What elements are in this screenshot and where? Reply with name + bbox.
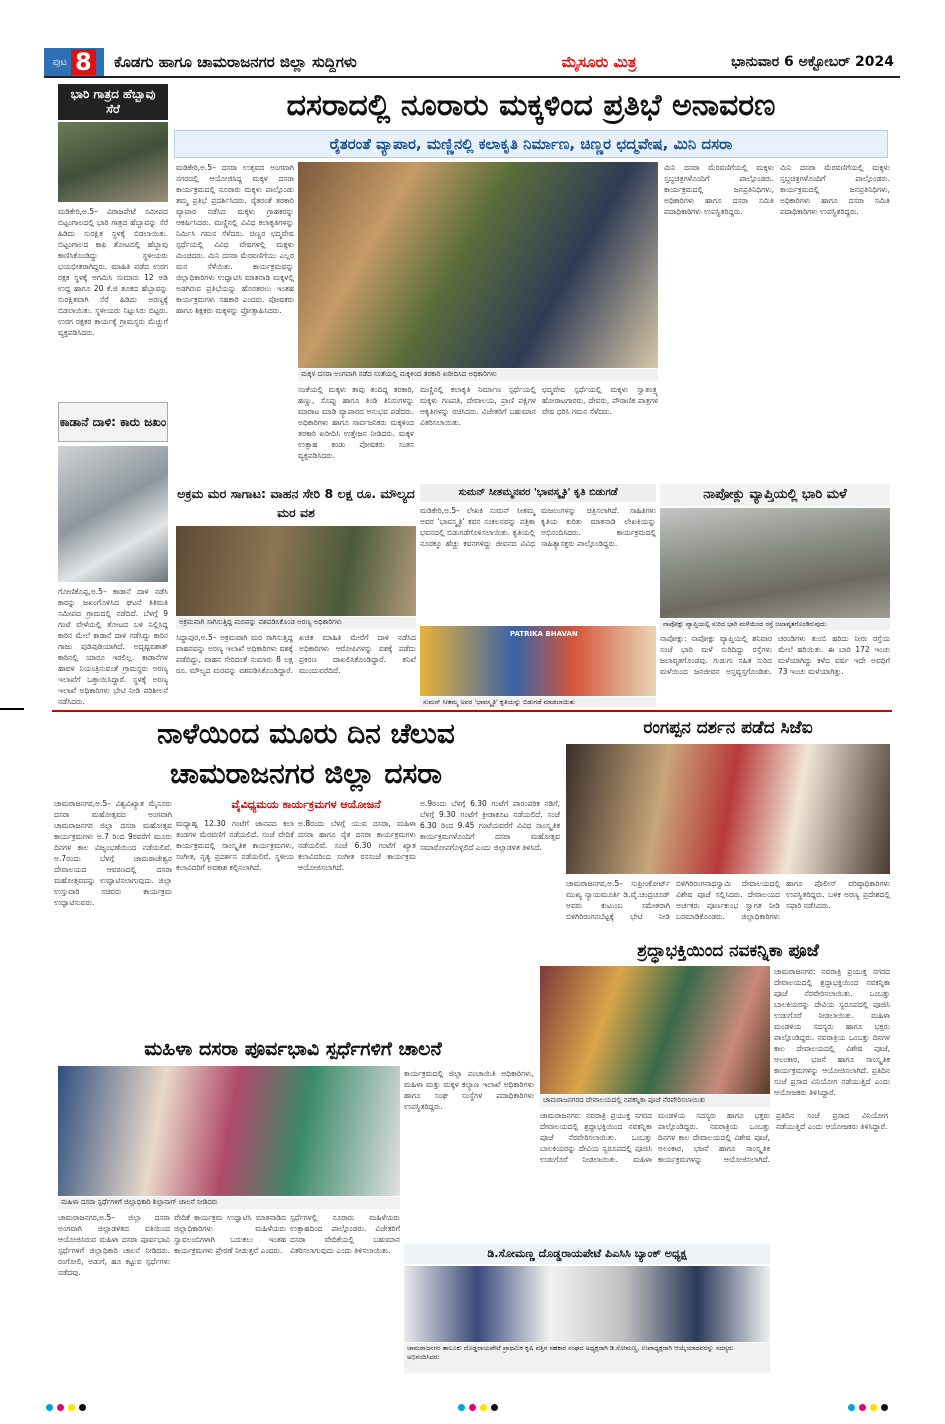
navakannika-headline: ಶ್ರದ್ಧಾಭಕ್ತಿಯಿಂದ ನವಕನ್ನಿಕಾ ಪೂಜೆ [637,941,819,961]
timber-caption: ಅಕ್ರಮವಾಗಿ ಸಾಗಿಸುತ್ತಿದ್ದ ಮರವನ್ನು ವಶಪಡಿಸಿಕೊಂಡ ಅರಣ್ಯ ಅಧಿಕಾರಿಗಳು [176,617,416,629]
cji-headline: ರಂಗಪ್ಪನ ದರ್ಶನ ಪಡೆದ ಸಿಜೆಐ [643,718,813,738]
timber-headline: ಅಕ್ರಮ ಮರ ಸಾಗಾಟ: ವಾಹನ ಸೇರಿ 8 ಲಕ್ಷ ರೂ. ಮೌಲ್ಯದ ಮರ ವಶ [177,486,415,520]
main-photo-caption: ಮಕ್ಕಳ ದಸರಾ ಅಂಗವಾಗಿ ನಡೆದ ಸಂತೆಯಲ್ಲಿ ಮಕ್ಕಳಿಂದ ತರಕಾರಿ ಖರೀದಿಸಿದ ಅಧಿಕಾರಿಗಳು [298,369,658,381]
rain-caption: ನಾಪೋಕ್ಲು ವ್ಯಾಪ್ತಿಯಲ್ಲಿ ಸುರಿದ ಭಾರಿ ಮಳೆಯಿಂದ ರಸ್ತೆ ಜಲಾವೃತಗೊಂಡಿರುವುದು [660,619,890,630]
womens-dasara-headline: ಮಹಿಳಾ ದಸರಾ ಪೂರ್ವಭಾವಿ ಸ್ಪರ್ಧೆಗಳಿಗೆ ಚಾಲನೆ [144,1038,442,1060]
dasara-headline-line2: ಚಾಮರಾಜನಗರ ಜಿಲ್ಲಾ ದಸರಾ [169,757,442,790]
page-label: ಪುಟ [52,56,67,68]
bank-headline: ಡಿ.ಸೋಮಣ್ಣ ದೊಡ್ಡರಾಯಪೇಟೆ ಪಿಎಸಿಸಿ ಬ್ಯಾಂಕ್ ಅಧ್ಯಕ್ಷ [404,1244,770,1264]
book-release-body: ಮಡಿಕೇರಿ,ಅ.5– ಲೇಖಕಿ ಸುಮನ್ ಸೀತಮ್ಮ ಅವರ 'ಭಾವಸ್ಮೃತಿ' ಕವನ ಸಂಕಲನವನ್ನು ಪತ್ರಿಕಾ ಭವನದಲ್ಲಿ ಬಿಡುಗಡೆಗೊಳಿಸಲಾಯಿತು. ಕೃತಿಯಲ್ಲಿ ನೂರಕ್ಕೂ ಹೆಚ್ಚು ಕವನಗಳಿದ್ದು ಜೀವನದ ವಿವಿಧ ಮಜಲುಗಳನ್ನು ಚಿತ್ರಿಸಲಾಗಿದೆ. ಸಾಹಿತಿಗಳು ಕೃತಿಯ ಕುರಿತು ಮಾತನಾಡಿ ಲೇಖಕಿಯನ್ನು ಅಭಿನಂದಿಸಿದರು. ಕಾರ್ಯಕ್ರಮದಲ್ಲಿ ಸಾಹಿತ್ಯಾಸಕ್ತರು ಪಾಲ್ಗೊಂಡಿದ್ದರು. [420,506,656,548]
registration-dots-center [458,1404,498,1411]
elephant-story-headline: ಕಾಡಾನೆ ದಾಳಿ: ಕಾರು ಜಖಂ [58,402,168,442]
dasara-subhead: ವೈವಿಧ್ಯಮಯ ಕಾರ್ಯಕ್ರಮಗಳ ಆಯೋಜನೆ [231,798,381,811]
dasara-col1: ಚಾಮರಾಜನಗರ,ಅ.5– ವಿಶ್ವವಿಖ್ಯಾತ ಮೈಸೂರು ದಸರಾ ಮಹೋತ್ಸವದ ಅಂಗವಾಗಿ ಚಾಮರಾಜನಗರ ಜಿಲ್ಲಾ ದಸರಾ ಮಹೋತ್ಸವ ಕಾರ್ಯಕ್ರಮಗಳು ಅ.7 ರಿಂದ 9ರವರೆಗೆ ಮೂರು ದಿನಗಳ ಕಾಲ ವಿಜೃಂಭಣೆಯಿಂದ ನಡೆಯಲಿವೆ. ಅ.7ರಂದು ಬೆಳಗ್ಗೆ ಚಾಮರಾಜೇಶ್ವರ ದೇವಾಲಯದ ಆವರಣದಲ್ಲಿ ದಸರಾ ಮಹೋತ್ಸವವನ್ನು ಉದ್ಘಾಟಿಸಲಾಗುವುದು. ಜಿಲ್ಲಾ ಉಸ್ತುವಾರಿ ಸಚಿವರು ಕಾರ್ಯಕ್ರಮ ಉದ್ಘಾಟಿಸುವರು. [54,799,172,907]
issue-date: ಭಾನುವಾರ 6 ಅಕ್ಟೋಬರ್ 2024 [731,54,894,70]
bank-caption: ಚಾಮರಾಜನಗರ ತಾಲೂಕು ದೊಡ್ಡರಾಯಪೇಟೆ ಪ್ರಾಥಮಿಕ ಕೃಷಿ ಪತ್ತಿನ ಸಹಕಾರ ಸಂಘದ ಅಧ್ಯಕ್ಷರಾಗಿ ಡಿ.ಸೋಮಣ್ಣ, ಉಪಾಧ್ಯಕ್ಷರಾಗಿ ಆಯ್ಕೆಯಾದವರನ್ನು ಸದಸ್ಯರು ಅಭಿನಂದಿಸಿದರು [404,1343,770,1373]
navakannika-photo [540,966,770,1094]
crop-mark-left [0,708,24,710]
newspaper-brand: ಮೈಸೂರು ಮಿತ್ರ [561,53,637,71]
damaged-car-photo [58,446,168,582]
main-story-col2: ಸಂತೆಯಲ್ಲಿ ಮಕ್ಕಳು ತಾವು ತಂದಿದ್ದ ತರಕಾರಿ, ಹಣ್ಣು, ಸೊಪ್ಪು ಹಾಗೂ ತಿಂಡಿ ತಿನಿಸುಗಳನ್ನು ಮಾರಾಟ ಮಾಡಿ ವ್ಯಾಪಾರದ ಅನುಭವ ಪಡೆದರು. ಅಧಿಕಾರಿಗಳು ಹಾಗೂ ಸಾರ್ವಜನಿಕರು ಮಕ್ಕಳಿಂದ ತರಕಾರಿ ಖರೀದಿಸಿ ಉತ್ತೇಜನ ನೀಡಿದರು. ಮಕ್ಕಳ ಉತ್ಸಾಹ ಕಂಡು ಪೋಷಕರು ಸಂತಸ ವ್ಯಕ್ತಪಡಿಸಿದರು. [298,385,414,460]
dasara-col2: ಮಧ್ಯಾಹ್ನ 12.30 ಗಂಟೆಗೆ ಜಾನಪದ ಕಲಾ ತಂಡಗಳ ಮೆರವಣಿಗೆ ನಡೆಯಲಿದೆ. ಸಂಜೆ ವೇದಿಕೆ ಕಾರ್ಯಕ್ರಮದಲ್ಲಿ ಸಾಂಸ್ಕೃತಿಕ ಕಾರ್ಯಕ್ರಮಗಳು, ಸಂಗೀತ, ನೃತ್ಯ ಪ್ರದರ್ಶನ ನಡೆಯಲಿವೆ. ಸ್ಥಳೀಯ ಕಲಾವಿದರಿಗೆ ಅವಕಾಶ ಕಲ್ಪಿಸಲಾಗಿದೆ. [176,819,294,872]
dasara-headline-line1: ನಾಳೆಯಿಂದ ಮೂರು ದಿನ ಚೆಲುವ [157,717,455,750]
registration-dots-right [848,1404,888,1411]
navakannika-body-lower: ಚಾಮರಾಜನಗರ: ನವರಾತ್ರಿ ಪ್ರಯುಕ್ತ ನಗರದ ದೇವಾಲಯದಲ್ಲಿ ಶ್ರದ್ಧಾಭಕ್ತಿಯಿಂದ ನವಕನ್ನಿಕಾ ಪೂಜೆ ನೆರವೇರಿಸಲಾಯಿತು. ಒಂಬತ್ತು ಬಾಲಕಿಯರನ್ನು ದೇವಿಯ ಸ್ವರೂಪದಲ್ಲಿ ಪೂಜಿಸಿ ಉಡುಗೊರೆ ನೀಡಲಾಯಿತು. ಮಹಿಳಾ ಮಂಡಳಿಯ ಸದಸ್ಯರು ಹಾಗೂ ಭಕ್ತರು ಪಾಲ್ಗೊಂಡಿದ್ದರು. ನವರಾತ್ರಿಯ ಒಂಬತ್ತು ದಿನಗಳ ಕಾಲ ದೇವಾಲಯದಲ್ಲಿ ವಿಶೇಷ ಪೂಜೆ, ಅಲಂಕಾರ, ಭಜನೆ ಹಾಗೂ ಸಾಂಸ್ಕೃತಿಕ ಕಾರ್ಯಕ್ರಮಗಳನ್ನು ಆಯೋಜಿಸಲಾಗಿದೆ. ಪ್ರತಿದಿನ ಸಂಜೆ ಪ್ರಸಾದ ವಿನಿಯೋಗ ನಡೆಯುತ್ತಿದೆ ಎಂದು ಆಯೋಜಕರು ತಿಳಿಸಿದ್ದಾರೆ. [540,1111,888,1164]
python-photo [58,122,168,202]
section-title: ಕೊಡಗು ಹಾಗೂ ಚಾಮರಾಜನಗರ ಜಿಲ್ಲಾ ಸುದ್ದಿಗಳು [114,53,357,71]
womens-col1: ಚಾಮರಾಜನಗರ,ಅ.5– ಜಿಲ್ಲಾ ದಸರಾ ಅಂಗವಾಗಿ ಜಿಲ್ಲಾಡಳಿತದ ವತಿಯಿಂದ ಆಯೋಜಿಸಿರುವ ಮಹಿಳಾ ದಸರಾ ಪೂರ್ವಭಾವಿ ಸ್ಪರ್ಧೆಗಳಿಗೆ ಜಿಲ್ಲಾಧಿಕಾರಿ ಚಾಲನೆ ನೀಡಿದರು. ರಂಗೋಲಿ, ಅಡುಗೆ, ಹೂ ಕಟ್ಟುವ ಸ್ಪರ್ಧೆಗಳು ನಡೆದವು. [58,1213,170,1277]
main-story-col3: ಮಣ್ಣಿನಲ್ಲಿ ಕಲಾಕೃತಿ ನಿರ್ಮಾಣ ಸ್ಪರ್ಧೆಯಲ್ಲಿ ಮಕ್ಕಳು ಗಣಪತಿ, ದೇವಾಲಯ, ಪ್ರಾಣಿ ಪಕ್ಷಿಗಳ ಆಕೃತಿಗಳನ್ನು ರಚಿಸಿದರು. ವಿಜೇತರಿಗೆ ಬಹುಮಾನ ವಿತರಿಸಲಾಯಿತು. [420,385,536,427]
dasara-col3: ಅ.8ರಂದು ಬೆಳಗ್ಗೆ ಯುವ ದಸರಾ, ಮಹಿಳಾ ದಸರಾ ಹಾಗೂ ರೈತ ದಸರಾ ಕಾರ್ಯಕ್ರಮಗಳು ನಡೆಯಲಿವೆ. ಸಂಜೆ 6.30 ಗಂಟೆಗೆ ಖ್ಯಾತ ಕಲಾವಿದರಿಂದ ಸಂಗೀತ ರಸಸಂಜೆ ಕಾರ್ಯಕ್ರಮ ಆಯೋಜಿಸಲಾಗಿದೆ. [298,819,416,872]
main-story-col6: ಮಿನಿ ದಸರಾ ಮೆರವಣಿಗೆಯಲ್ಲಿ ಮಕ್ಕಳು ಸ್ತಬ್ಧಚಿತ್ರಗಳೊಂದಿಗೆ ಪಾಲ್ಗೊಂಡರು. ಕಾರ್ಯಕ್ರಮದಲ್ಲಿ ಜನಪ್ರತಿನಿಧಿಗಳು, ಅಧಿಕಾರಿಗಳು ಹಾಗೂ ದಸರಾ ಸಮಿತಿ ಪದಾಧಿಕಾರಿಗಳು ಉಪಸ್ಥಿತರಿದ್ದರು. [780,163,890,216]
navakannika-body: ಚಾಮರಾಜನಗರ: ನವರಾತ್ರಿ ಪ್ರಯುಕ್ತ ನಗರದ ದೇವಾಲಯದಲ್ಲಿ ಶ್ರದ್ಧಾಭಕ್ತಿಯಿಂದ ನವಕನ್ನಿಕಾ ಪೂಜೆ ನೆರವೇರಿಸಲಾಯಿತು. ಒಂಬತ್ತು ಬಾಲಕಿಯರನ್ನು ದೇವಿಯ ಸ್ವರೂಪದಲ್ಲಿ ಪೂಜಿಸಿ ಉಡುಗೊರೆ ನೀಡಲಾಯಿತು. ಮಹಿಳಾ ಮಂಡಳಿಯ ಸದಸ್ಯರು ಹಾಗೂ ಭಕ್ತರು ಪಾಲ್ಗೊಂಡಿದ್ದರು. ನವರಾತ್ರಿಯ ಒಂಬತ್ತು ದಿನಗಳ ಕಾಲ ದೇವಾಲಯದಲ್ಲಿ ವಿಶೇಷ ಪೂಜೆ, ಅಲಂಕಾರ, ಭಜನೆ ಹಾಗೂ ಸಾಂಸ್ಕೃತಿಕ ಕಾರ್ಯಕ್ರಮಗಳನ್ನು ಆಯೋಜಿಸಲಾಗಿದೆ. ಪ್ರತಿದಿನ ಸಂಜೆ ಪ್ರಸಾದ ವಿನಿಯೋಗ ನಡೆಯುತ್ತಿದೆ ಎಂದು ಆಯೋಜಕರು ತಿಳಿಸಿದ್ದಾರೆ. [774,967,890,1097]
patrika-bhavan-sign: PATRIKA BHAVAN [510,630,578,638]
book-release-caption: ಸುಮನ್ ಸೀತಮ್ಮ ಅವರ 'ಭಾವಸ್ಮೃತಿ' ಕೃತಿಯನ್ನು ಬಿಡುಗಡೆ ಮಾಡಲಾಯಿತು [420,697,656,707]
registration-dots-left [46,1404,86,1411]
main-story-photo [298,162,658,368]
main-story-col1: ಮಡಿಕೇರಿ,ಅ.5– ದಸರಾ ಉತ್ಸವದ ಅಂಗವಾಗಿ ನಗರದಲ್ಲಿ ಆಯೋಜಿಸಿದ್ದ ಮಕ್ಕಳ ದಸರಾ ಕಾರ್ಯಕ್ರಮದಲ್ಲಿ ನೂರಾರು ಮಕ್ಕಳು ಪಾಲ್ಗೊಂಡು ತಮ್ಮ ಪ್ರತಿಭೆ ಪ್ರದರ್ಶಿಸಿದರು. ರೈತರಂತೆ ತರಕಾರಿ ವ್ಯಾಪಾರ ನಡೆಸಿದ ಮಕ್ಕಳು ಗ್ರಾಹಕರನ್ನು ಆಕರ್ಷಿಸಿದರು. ಮಣ್ಣಿನಲ್ಲಿ ವಿವಿಧ ಕಲಾಕೃತಿಗಳನ್ನು ನಿರ್ಮಿಸಿ ಗಮನ ಸೆಳೆದರು. ಚಿಣ್ಣರ ಛದ್ಮವೇಷ ಸ್ಪರ್ಧೆಯಲ್ಲಿ ವಿವಿಧ ವೇಷಗಳಲ್ಲಿ ಮಕ್ಕಳು ಮಿಂಚಿದರು. ಮಿನಿ ದಸರಾ ಮೆರವಣಿಗೆಯು ಎಲ್ಲರ ಮನ ಸೆಳೆಯಿತು. ಕಾರ್ಯಕ್ರಮವನ್ನು ಜಿಲ್ಲಾಧಿಕಾರಿಗಳು ಉದ್ಘಾಟಿಸಿ ಮಾತನಾಡಿ ಮಕ್ಕಳಲ್ಲಿ ಅಡಗಿರುವ ಪ್ರತಿಭೆಯನ್ನು ಹೊರತರಲು ಇಂತಹ ಕಾರ್ಯಕ್ರಮಗಳು ಸಹಕಾರಿ ಎಂದರು. ಪೋಷಕರು ಹಾಗೂ ಶಿಕ್ಷಕರು ಮಕ್ಕಳನ್ನು ಪ್ರೋತ್ಸಾಹಿಸಿದರು. [176,163,294,315]
main-headline: ದಸರಾದಲ್ಲಿ ನೂರಾರು ಮಕ್ಕಳಿಂದ ಪ್ರತಿಭೆ ಅನಾವರಣ [286,88,776,123]
cji-photo [566,744,890,874]
page-number-box [44,48,104,76]
timber-body: ಸಿದ್ದಾಪುರ,ಅ.5– ಅಕ್ರಮವಾಗಿ ಮರ ಸಾಗಿಸುತ್ತಿದ್ದ ವಾಹನವನ್ನು ಅರಣ್ಯ ಇಲಾಖೆ ಅಧಿಕಾರಿಗಳು ವಶಕ್ಕೆ ಪಡೆದಿದ್ದು, ವಾಹನ ಸೇರಿದಂತೆ ಸುಮಾರು 8 ಲಕ್ಷ ರೂ. ಮೌಲ್ಯದ ಮರವನ್ನು ವಶಪಡಿಸಿಕೊಂಡಿದ್ದಾರೆ. ಖಚಿತ ಮಾಹಿತಿ ಮೇರೆಗೆ ದಾಳಿ ನಡೆಸಿದ ಅಧಿಕಾರಿಗಳು ಆರೋಪಿಗಳನ್ನು ವಶಕ್ಕೆ ಪಡೆದು ಪ್ರಕರಣ ದಾಖಲಿಸಿಕೊಂಡಿದ್ದಾರೆ. ತನಿಖೆ ಮುಂದುವರೆದಿದೆ. [176,633,416,675]
main-story-col4: ಛದ್ಮವೇಷ ಸ್ಪರ್ಧೆಯಲ್ಲಿ ಮಕ್ಕಳು ಸ್ವಾತಂತ್ರ್ಯ ಹೋರಾಟಗಾರರು, ದೇವರು, ಪೌರಾಣಿಕ ಪಾತ್ರಗಳ ವೇಷ ಧರಿಸಿ ಗಮನ ಸೆಳೆದರು. [542,385,658,416]
rain-photo [660,508,890,618]
page-header [44,48,900,78]
page-number: 8 [71,49,96,75]
main-subhead: ರೈತರಂತೆ ವ್ಯಾಪಾರ, ಮಣ್ಣಿನಲ್ಲಿ ಕಲಾಕೃತಿ ನಿರ್ಮಾಣ, ಚಿಣ್ಣರ ಛದ್ಮವೇಷ, ಮಿನಿ ದಸರಾ [174,130,888,158]
rain-body: ನಾಪೋಕ್ಲು: ನಾಪೋಕ್ಲು ವ್ಯಾಪ್ತಿಯಲ್ಲಿ ಶನಿವಾರ ಸಂಜೆ ಭಾರಿ ಮಳೆ ಸುರಿದಿದ್ದು ರಸ್ತೆಗಳು ಜಲಾವೃತಗೊಂಡವು. ಗುಡುಗು ಸಹಿತ ಸುರಿದ ಮಳೆಯಿಂದ ಜನಜೀವನ ಅಸ್ತವ್ಯಸ್ತಗೊಂಡಿತು. ಚರಂಡಿಗಳು ತುಂಬಿ ಹರಿದು ನೀರು ರಸ್ತೆಯ ಮೇಲೆ ಹರಿಯಿತು. ಈ ಬಾರಿ 172 ಇಂಚು ಮಳೆಯಾಗಿದ್ದು ಕಳೆದ ವರ್ಷ ಇದೇ ಅವಧಿಗೆ 73 ಇಂಚು ಮಳೆಯಾಗಿತ್ತು. [660,634,890,676]
womens-col2: ವೇದಿಕೆ ಕಾರ್ಯಕ್ರಮ ಉದ್ಘಾಟಿಸಿ ಮಾತನಾಡಿದ ಜಿಲ್ಲಾಧಿಕಾರಿಗಳು ಮಹಿಳೆಯರು ಸ್ವಾವಲಂಬಿಗಳಾಗಿ ಬದುಕಲು ಇಂತಹ ಕಾರ್ಯಕ್ರಮಗಳು ಪ್ರೇರಣೆ ನೀಡುತ್ತವೆ ಎಂದರು. [174,1213,286,1255]
womens-dasara-photo [58,1066,400,1196]
womens-col3: ಸ್ಪರ್ಧೆಗಳಲ್ಲಿ ನೂರಾರು ಮಹಿಳೆಯರು ಉತ್ಸಾಹದಿಂದ ಪಾಲ್ಗೊಂಡರು. ವಿಜೇತರಿಗೆ ದಸರಾ ವೇದಿಕೆಯಲ್ಲಿ ಬಹುಮಾನ ವಿತರಿಸಲಾಗುವುದು ಎಂದು ತಿಳಿಸಲಾಯಿತು. [290,1213,400,1255]
python-story-headline: ಭಾರಿ ಗಾತ್ರದ ಹೆಬ್ಬಾವು ಸೆರೆ [58,84,168,120]
elephant-story-body: ಗೋಣಿಕೊಪ್ಪ,ಅ.5– ಕಾಡಾನೆ ದಾಳಿ ನಡೆಸಿ ಕಾರನ್ನು ಜಖಂಗೊಳಿಸಿದ ಘಟನೆ ತಿತಿಮತಿ ಸಮೀಪದ ಗ್ರಾಮದಲ್ಲಿ ನಡೆದಿದೆ. ಬೆಳಗ್ಗೆ 9 ಗಂಟೆ ವೇಳೆಯಲ್ಲಿ ತೋಟದ ಬಳಿ ನಿಲ್ಲಿಸಿದ್ದ ಕಾರಿನ ಮೇಲೆ ಕಾಡಾನೆ ದಾಳಿ ನಡೆಸಿದ್ದು ಕಾರಿನ ಗಾಜು ಪುಡಿಪುಡಿಯಾಗಿದೆ. ಅದೃಷ್ಟವಶಾತ್ ಕಾರಿನಲ್ಲಿ ಯಾರೂ ಇರಲಿಲ್ಲ. ಕಾಡಾನೆಗಳ ಹಾವಳಿ ನಿಯಂತ್ರಿಸುವಂತೆ ಗ್ರಾಮಸ್ಥರು ಅರಣ್ಯ ಇಲಾಖೆಗೆ ಒತ್ತಾಯಿಸಿದ್ದಾರೆ. ಸ್ಥಳಕ್ಕೆ ಅರಣ್ಯ ಇಲಾಖೆ ಅಧಿಕಾರಿಗಳು ಭೇಟಿ ನೀಡಿ ಪರಿಶೀಲನೆ ನಡೆಸಿದರು. [58,587,168,706]
section-divider [52,710,892,712]
python-story-body: ಮಡಿಕೇರಿ,ಅ.5– ವಿರಾಜಪೇಟೆ ಸಮೀಪದ ಬಿಟ್ಟಂಗಾಲದಲ್ಲಿ ಭಾರಿ ಗಾತ್ರದ ಹೆಬ್ಬಾವನ್ನು ಸೆರೆ ಹಿಡಿದು ಸುರಕ್ಷಿತ ಸ್ಥಳಕ್ಕೆ ಬಿಡಲಾಯಿತು. ಬಿಟ್ಟಂಗಾಲದ ಕಾಫಿ ತೋಟದಲ್ಲಿ ಹೆಬ್ಬಾವು ಕಾಣಿಸಿಕೊಂಡಿದ್ದು ಸ್ಥಳೀಯರು ಭಯಭೀತರಾಗಿದ್ದರು. ಮಾಹಿತಿ ಪಡೆದ ಉರಗ ರಕ್ಷಕ ಸ್ಥಳಕ್ಕೆ ಆಗಮಿಸಿ ಸುಮಾರು 12 ಅಡಿ ಉದ್ದ ಹಾಗೂ 20 ಕೆ.ಜಿ ತೂಕದ ಹೆಬ್ಬಾವನ್ನು ಸುರಕ್ಷಿತವಾಗಿ ಸೆರೆ ಹಿಡಿದು ಅರಣ್ಯಕ್ಕೆ ಬಿಡಲಾಯಿತು. ಸ್ಥಳೀಯರು ನಿಟ್ಟುಸಿರು ಬಿಟ್ಟರು. ಉರಗ ರಕ್ಷಕರ ಕಾರ್ಯಕ್ಕೆ ಗ್ರಾಮಸ್ಥರು ಮೆಚ್ಚುಗೆ ವ್ಯಕ್ತಪಡಿಸಿದರು. [58,207,168,337]
navakannika-caption: ಚಾಮರಾಜನಗರದ ದೇವಾಲಯದಲ್ಲಿ ನವಕನ್ನಿಕಾ ಪೂಜೆ ನೆರವೇರಿಸಲಾಯಿತು [540,1095,770,1107]
book-release-headline: ಸುಮನ್ ಸೀತಮ್ಮನವರ 'ಭಾವಸ್ಮೃತಿ' ಕೃತಿ ಬಿಡುಗಡೆ [420,484,656,502]
cji-body: ಚಾಮರಾಜನಗರ,ಅ.5– ಸುಪ್ರೀಂಕೋರ್ಟ್ ಮುಖ್ಯ ನ್ಯಾಯಮೂರ್ತಿ ಡಿ.ವೈ.ಚಂದ್ರಚೂಡ್ ಅವರು ಕುಟುಂಬ ಸಮೇತರಾಗಿ ಬಿಳಿಗಿರಿರಂಗನಬೆಟ್ಟಕ್ಕೆ ಭೇಟಿ ನೀಡಿ ಬಿಳಿಗಿರಿರಂಗನಾಥಸ್ವಾಮಿ ದೇವಾಲಯದಲ್ಲಿ ವಿಶೇಷ ಪೂಜೆ ಸಲ್ಲಿಸಿದರು. ದೇವಾಲಯದ ಅರ್ಚಕರು ಪೂರ್ಣಕುಂಭ ಸ್ವಾಗತ ನೀಡಿ ಬರಮಾಡಿಕೊಂಡರು. ಜಿಲ್ಲಾಧಿಕಾರಿಗಳು ಹಾಗೂ ಪೊಲೀಸ್ ವರಿಷ್ಠಾಧಿಕಾರಿಗಳು ಉಪಸ್ಥಿತರಿದ್ದರು. ಬಳಿಕ ಅರಣ್ಯ ಪ್ರದೇಶದಲ್ಲಿ ಸಫಾರಿ ನಡೆಸಿದರು. [566,879,890,921]
womens-dasara-caption: ಮಹಿಳಾ ದಸರಾ ಸ್ಪರ್ಧೆಗಳಿಗೆ ಜಿಲ್ಲಾಧಿಕಾರಿ ಶಿಲ್ಪಾನಾಗ್ ಚಾಲನೆ ನೀಡಿದರು [58,1197,400,1209]
rain-headline: ನಾಪೋಕ್ಲು ವ್ಯಾಪ್ತಿಯಲ್ಲಿ ಭಾರಿ ಮಳೆ [660,484,890,506]
main-story-col5: ಮಿನಿ ದಸರಾ ಮೆರವಣಿಗೆಯಲ್ಲಿ ಮಕ್ಕಳು ಸ್ತಬ್ಧಚಿತ್ರಗಳೊಂದಿಗೆ ಪಾಲ್ಗೊಂಡರು. ಕಾರ್ಯಕ್ರಮದಲ್ಲಿ ಜನಪ್ರತಿನಿಧಿಗಳು, ಅಧಿಕಾರಿಗಳು ಹಾಗೂ ದಸರಾ ಸಮಿತಿ ಪದಾಧಿಕಾರಿಗಳು ಉಪಸ್ಥಿತರಿದ್ದರು. [664,163,774,216]
womens-col4: ಕಾರ್ಯಕ್ರಮದಲ್ಲಿ ಜಿಲ್ಲಾ ಪಂಚಾಯಿತಿ ಅಧಿಕಾರಿಗಳು, ಮಹಿಳಾ ಮತ್ತು ಮಕ್ಕಳ ಕಲ್ಯಾಣ ಇಲಾಖೆ ಅಧಿಕಾರಿಗಳು ಹಾಗೂ ಸಂಘ ಸಂಸ್ಥೆಗಳ ಪದಾಧಿಕಾರಿಗಳು ಉಪಸ್ಥಿತರಿದ್ದರು. [404,1069,534,1111]
dasara-col4: ಅ.9ರಂದು ಬೆಳಗ್ಗೆ 6.30 ಗಂಟೆಗೆ ಪಾರಂಪರಿಕ ನಡಿಗೆ, ಬೆಳಗ್ಗೆ 9.30 ಗಂಟೆಗೆ ಕ್ರೀಡಾಕೂಟ ನಡೆಯಲಿದೆ. ಸಂಜೆ 6.30 ರಿಂದ 9.45 ಗಂಟೆಯವರೆಗೆ ವಿವಿಧ ಸಾಂಸ್ಕೃತಿಕ ಕಾರ್ಯಕ್ರಮಗಳೊಂದಿಗೆ ದಸರಾ ಮಹೋತ್ಸವ ಸಮಾರೋಪಗೊಳ್ಳಲಿದೆ ಎಂದು ಜಿಲ್ಲಾಡಳಿತ ತಿಳಿಸಿದೆ. [420,799,560,852]
timber-photo [176,526,416,616]
book-release-photo [420,626,656,696]
bank-photo [404,1266,770,1342]
